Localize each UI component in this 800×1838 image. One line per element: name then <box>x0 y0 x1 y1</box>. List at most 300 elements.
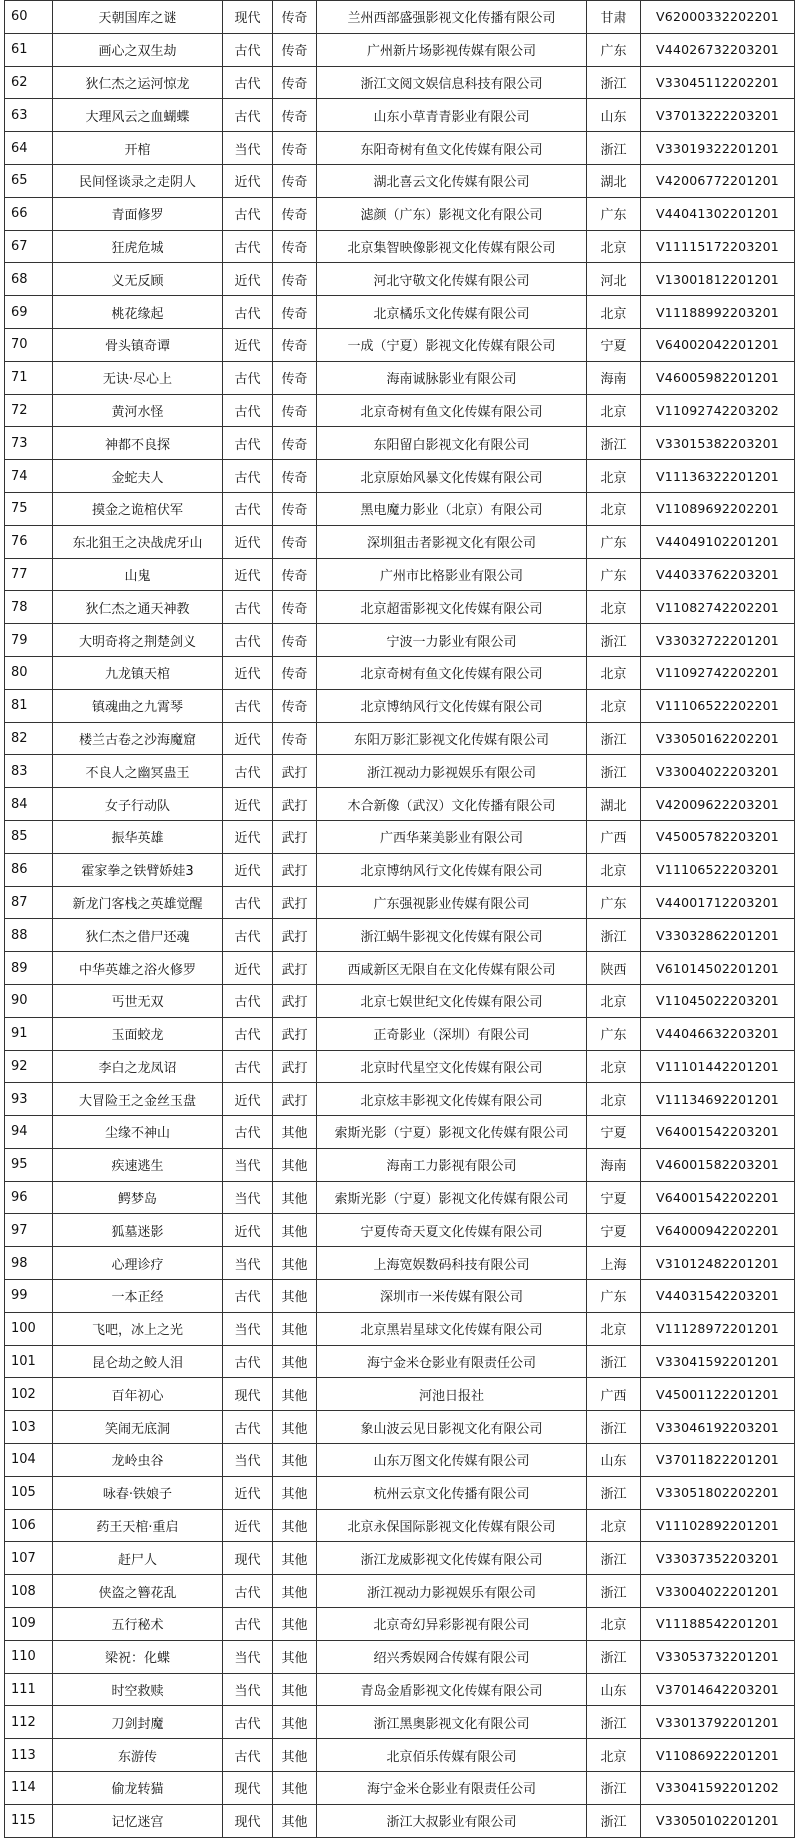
cell-row-number: 68 <box>5 263 53 296</box>
cell-era: 古代 <box>223 1706 273 1739</box>
cell-province: 海南 <box>587 1148 641 1181</box>
cell-title: 女子行动队 <box>53 788 223 821</box>
cell-genre: 其他 <box>273 1804 317 1837</box>
cell-company: 北京七娱世纪文化传媒有限公司 <box>317 984 587 1017</box>
cell-era: 古代 <box>223 66 273 99</box>
cell-registration-id: V11101442201201 <box>641 1050 795 1083</box>
cell-row-number: 104 <box>5 1444 53 1477</box>
cell-company: 浙江视动力影视娱乐有限公司 <box>317 755 587 788</box>
table-row <box>5 755 795 788</box>
table-row <box>5 952 795 985</box>
cell-era: 古代 <box>223 886 273 919</box>
cell-title: 玉面蛟龙 <box>53 1017 223 1050</box>
cell-title: 骨头镇奇谭 <box>53 328 223 361</box>
cell-company: 北京奇幻异彩影视有限公司 <box>317 1608 587 1641</box>
table-row <box>5 984 795 1017</box>
cell-row-number: 62 <box>5 66 53 99</box>
cell-genre: 武打 <box>273 1050 317 1083</box>
cell-genre: 传奇 <box>273 99 317 132</box>
cell-title: 青面修罗 <box>53 197 223 230</box>
cell-row-number: 113 <box>5 1739 53 1772</box>
table-row <box>5 427 795 460</box>
cell-genre: 其他 <box>273 1444 317 1477</box>
cell-row-number: 112 <box>5 1706 53 1739</box>
cell-genre: 武打 <box>273 984 317 1017</box>
cell-company: 湖北喜云文化传媒有限公司 <box>317 164 587 197</box>
cell-title: 开棺 <box>53 132 223 165</box>
cell-genre: 传奇 <box>273 689 317 722</box>
cell-province: 湖北 <box>587 164 641 197</box>
cell-company: 广州市比格影业有限公司 <box>317 558 587 591</box>
cell-era: 近代 <box>223 853 273 886</box>
cell-title: 天朝国库之谜 <box>53 1 223 34</box>
cell-genre: 传奇 <box>273 558 317 591</box>
cell-province: 广东 <box>587 1017 641 1050</box>
cell-province: 浙江 <box>587 919 641 952</box>
cell-row-number: 92 <box>5 1050 53 1083</box>
cell-company: 北京永保国际影视文化传媒有限公司 <box>317 1509 587 1542</box>
cell-title: 时空救赎 <box>53 1673 223 1706</box>
cell-province: 上海 <box>587 1247 641 1280</box>
cell-registration-id: V44041302201201 <box>641 197 795 230</box>
cell-era: 近代 <box>223 525 273 558</box>
cell-registration-id: V33050162202201 <box>641 722 795 755</box>
cell-row-number: 111 <box>5 1673 53 1706</box>
cell-company: 青岛金盾影视文化传媒有限公司 <box>317 1673 587 1706</box>
cell-row-number: 66 <box>5 197 53 230</box>
cell-title: 百年初心 <box>53 1378 223 1411</box>
cell-title: 刀剑封魔 <box>53 1706 223 1739</box>
cell-era: 古代 <box>223 1739 273 1772</box>
cell-row-number: 99 <box>5 1280 53 1313</box>
cell-registration-id: V33004022201201 <box>641 1575 795 1608</box>
cell-registration-id: V61014502201201 <box>641 952 795 985</box>
cell-genre: 传奇 <box>273 591 317 624</box>
cell-registration-id: V33041592201201 <box>641 1345 795 1378</box>
cell-title: 狐墓迷影 <box>53 1214 223 1247</box>
cell-row-number: 85 <box>5 820 53 853</box>
cell-province: 北京 <box>587 492 641 525</box>
cell-genre: 其他 <box>273 1181 317 1214</box>
table-row <box>5 1148 795 1181</box>
cell-registration-id: V13001812201201 <box>641 263 795 296</box>
cell-genre: 传奇 <box>273 492 317 525</box>
cell-registration-id: V11136322201201 <box>641 460 795 493</box>
table-row <box>5 788 795 821</box>
cell-company: 浙江视动力影视娱乐有限公司 <box>317 1575 587 1608</box>
cell-company: 北京原始风暴文化传媒有限公司 <box>317 460 587 493</box>
cell-company: 北京超雷影视文化传媒有限公司 <box>317 591 587 624</box>
cell-row-number: 100 <box>5 1312 53 1345</box>
cell-province: 浙江 <box>587 427 641 460</box>
cell-title: 李白之龙凤诏 <box>53 1050 223 1083</box>
cell-row-number: 70 <box>5 328 53 361</box>
table-row <box>5 1411 795 1444</box>
cell-era: 古代 <box>223 1345 273 1378</box>
cell-province: 陕西 <box>587 952 641 985</box>
cell-title: 五行秘术 <box>53 1608 223 1641</box>
table-row <box>5 656 795 689</box>
cell-province: 北京 <box>587 1739 641 1772</box>
cell-title: 民间怪谈录之走阴人 <box>53 164 223 197</box>
cell-era: 古代 <box>223 1050 273 1083</box>
cell-registration-id: V11082742202201 <box>641 591 795 624</box>
cell-era: 古代 <box>223 591 273 624</box>
cell-era: 古代 <box>223 197 273 230</box>
cell-province: 河北 <box>587 263 641 296</box>
cell-genre: 武打 <box>273 820 317 853</box>
cell-genre: 其他 <box>273 1673 317 1706</box>
table-row <box>5 328 795 361</box>
cell-province: 北京 <box>587 1608 641 1641</box>
cell-row-number: 61 <box>5 33 53 66</box>
cell-company: 浙江黑奥影视文化有限公司 <box>317 1706 587 1739</box>
cell-company: 北京佰乐传媒有限公司 <box>317 1739 587 1772</box>
cell-province: 北京 <box>587 1312 641 1345</box>
cell-row-number: 109 <box>5 1608 53 1641</box>
table-row <box>5 689 795 722</box>
cell-registration-id: V11092742203202 <box>641 394 795 427</box>
cell-genre: 其他 <box>273 1378 317 1411</box>
cell-province: 北京 <box>587 460 641 493</box>
cell-registration-id: V11188992203201 <box>641 296 795 329</box>
cell-era: 古代 <box>223 99 273 132</box>
cell-province: 浙江 <box>587 1804 641 1837</box>
table-row <box>5 263 795 296</box>
cell-genre: 武打 <box>273 755 317 788</box>
cell-registration-id: V45001122201201 <box>641 1378 795 1411</box>
cell-title: 不良人之幽冥蛊王 <box>53 755 223 788</box>
cell-registration-id: V11102892201201 <box>641 1509 795 1542</box>
cell-title: 笑闹无底洞 <box>53 1411 223 1444</box>
cell-registration-id: V33051802202201 <box>641 1476 795 1509</box>
cell-era: 当代 <box>223 1312 273 1345</box>
cell-province: 浙江 <box>587 1411 641 1444</box>
drama-registration-table <box>4 0 795 1838</box>
cell-genre: 其他 <box>273 1575 317 1608</box>
cell-province: 宁夏 <box>587 1116 641 1149</box>
cell-company: 山东万图文化传媒有限公司 <box>317 1444 587 1477</box>
cell-company: 浙江文阅文娱信息科技有限公司 <box>317 66 587 99</box>
cell-title: 中华英雄之浴火修罗 <box>53 952 223 985</box>
cell-row-number: 101 <box>5 1345 53 1378</box>
table-row <box>5 99 795 132</box>
cell-genre: 传奇 <box>273 361 317 394</box>
cell-province: 北京 <box>587 853 641 886</box>
cell-province: 浙江 <box>587 1476 641 1509</box>
cell-title: 东北狙王之决战虎牙山 <box>53 525 223 558</box>
cell-row-number: 69 <box>5 296 53 329</box>
table-row <box>5 1116 795 1149</box>
cell-company: 北京集智映像影视文化传媒有限公司 <box>317 230 587 263</box>
cell-company: 海宁金米仓影业有限责任公司 <box>317 1345 587 1378</box>
cell-company: 广东强视影业传媒有限公司 <box>317 886 587 919</box>
cell-company: 河北守敬文化传媒有限公司 <box>317 263 587 296</box>
cell-province: 北京 <box>587 591 641 624</box>
cell-era: 古代 <box>223 1116 273 1149</box>
cell-row-number: 88 <box>5 919 53 952</box>
cell-row-number: 64 <box>5 132 53 165</box>
cell-era: 现代 <box>223 1378 273 1411</box>
table-row <box>5 33 795 66</box>
cell-title: 偷龙转猫 <box>53 1772 223 1805</box>
cell-genre: 传奇 <box>273 132 317 165</box>
cell-row-number: 81 <box>5 689 53 722</box>
cell-genre: 武打 <box>273 919 317 952</box>
cell-era: 近代 <box>223 164 273 197</box>
cell-genre: 其他 <box>273 1640 317 1673</box>
cell-company: 东阳万影汇影视文化传媒有限公司 <box>317 722 587 755</box>
cell-company: 东阳奇树有鱼文化传媒有限公司 <box>317 132 587 165</box>
cell-genre: 传奇 <box>273 230 317 263</box>
cell-company: 浙江蜗牛影视文化传媒有限公司 <box>317 919 587 952</box>
cell-registration-id: V33032862201201 <box>641 919 795 952</box>
cell-registration-id: V45005782203201 <box>641 820 795 853</box>
cell-era: 古代 <box>223 1411 273 1444</box>
cell-era: 古代 <box>223 1280 273 1313</box>
cell-genre: 武打 <box>273 952 317 985</box>
cell-genre: 传奇 <box>273 460 317 493</box>
cell-company: 广西华莱美影业有限公司 <box>317 820 587 853</box>
cell-genre: 其他 <box>273 1280 317 1313</box>
cell-company: 北京橘乐文化传媒有限公司 <box>317 296 587 329</box>
cell-title: 一本正经 <box>53 1280 223 1313</box>
cell-title: 振华英雄 <box>53 820 223 853</box>
table-row <box>5 820 795 853</box>
cell-province: 广东 <box>587 558 641 591</box>
cell-registration-id: V46005982201201 <box>641 361 795 394</box>
cell-row-number: 110 <box>5 1640 53 1673</box>
cell-registration-id: V64002042201201 <box>641 328 795 361</box>
cell-genre: 传奇 <box>273 624 317 657</box>
cell-registration-id: V64001542203201 <box>641 1116 795 1149</box>
cell-row-number: 102 <box>5 1378 53 1411</box>
cell-company: 北京奇树有鱼文化传媒有限公司 <box>317 656 587 689</box>
cell-registration-id: V42009622203201 <box>641 788 795 821</box>
cell-province: 浙江 <box>587 1575 641 1608</box>
table-row <box>5 1476 795 1509</box>
table-row <box>5 1706 795 1739</box>
table-row <box>5 1378 795 1411</box>
cell-era: 古代 <box>223 296 273 329</box>
cell-era: 古代 <box>223 624 273 657</box>
table-row <box>5 132 795 165</box>
cell-title: 无诀·尽心上 <box>53 361 223 394</box>
cell-genre: 其他 <box>273 1247 317 1280</box>
cell-era: 古代 <box>223 984 273 1017</box>
cell-title: 尘缘不神山 <box>53 1116 223 1149</box>
cell-era: 古代 <box>223 492 273 525</box>
cell-province: 浙江 <box>587 1345 641 1378</box>
cell-registration-id: V37014642203201 <box>641 1673 795 1706</box>
cell-era: 近代 <box>223 722 273 755</box>
cell-genre: 传奇 <box>273 427 317 460</box>
cell-row-number: 95 <box>5 1148 53 1181</box>
cell-era: 近代 <box>223 952 273 985</box>
cell-province: 广东 <box>587 525 641 558</box>
cell-title: 梁祝：化蝶 <box>53 1640 223 1673</box>
cell-company: 滤颜（广东）影视文化有限公司 <box>317 197 587 230</box>
cell-era: 当代 <box>223 132 273 165</box>
cell-company: 广州新片场影视传媒有限公司 <box>317 33 587 66</box>
table-row <box>5 558 795 591</box>
cell-province: 浙江 <box>587 1640 641 1673</box>
cell-company: 索斯光影（宁夏）影视文化传媒有限公司 <box>317 1116 587 1149</box>
cell-era: 古代 <box>223 460 273 493</box>
cell-registration-id: V33037352203201 <box>641 1542 795 1575</box>
table-row <box>5 1444 795 1477</box>
cell-row-number: 94 <box>5 1116 53 1149</box>
cell-title: 记忆迷宫 <box>53 1804 223 1837</box>
cell-registration-id: V31012482201201 <box>641 1247 795 1280</box>
table-row <box>5 1017 795 1050</box>
cell-province: 浙江 <box>587 1772 641 1805</box>
cell-title: 神都不良探 <box>53 427 223 460</box>
cell-province: 湖北 <box>587 788 641 821</box>
cell-row-number: 79 <box>5 624 53 657</box>
cell-registration-id: V44049102201201 <box>641 525 795 558</box>
cell-province: 北京 <box>587 394 641 427</box>
table-row <box>5 886 795 919</box>
cell-genre: 其他 <box>273 1116 317 1149</box>
table-row <box>5 164 795 197</box>
cell-era: 近代 <box>223 788 273 821</box>
cell-era: 当代 <box>223 1148 273 1181</box>
cell-row-number: 97 <box>5 1214 53 1247</box>
cell-era: 古代 <box>223 1017 273 1050</box>
table-row <box>5 197 795 230</box>
table-row <box>5 230 795 263</box>
cell-province: 北京 <box>587 1083 641 1116</box>
cell-row-number: 74 <box>5 460 53 493</box>
cell-title: 狄仁杰之通天神教 <box>53 591 223 624</box>
cell-era: 近代 <box>223 1509 273 1542</box>
cell-title: 大明奇将之荆楚剑义 <box>53 624 223 657</box>
cell-era: 古代 <box>223 33 273 66</box>
cell-title: 赶尸人 <box>53 1542 223 1575</box>
cell-company: 象山波云见日影视文化有限公司 <box>317 1411 587 1444</box>
cell-row-number: 106 <box>5 1509 53 1542</box>
cell-row-number: 83 <box>5 755 53 788</box>
cell-genre: 武打 <box>273 788 317 821</box>
cell-genre: 传奇 <box>273 197 317 230</box>
cell-company: 索斯光影（宁夏）影视文化传媒有限公司 <box>317 1181 587 1214</box>
cell-registration-id: V11086922201201 <box>641 1739 795 1772</box>
cell-genre: 武打 <box>273 886 317 919</box>
cell-province: 浙江 <box>587 755 641 788</box>
cell-province: 北京 <box>587 230 641 263</box>
cell-genre: 其他 <box>273 1411 317 1444</box>
cell-registration-id: V33050102201201 <box>641 1804 795 1837</box>
cell-company: 东阳留白影视文化有限公司 <box>317 427 587 460</box>
table-row <box>5 1673 795 1706</box>
cell-province: 广东 <box>587 1280 641 1313</box>
table-row <box>5 460 795 493</box>
cell-province: 北京 <box>587 689 641 722</box>
table-row <box>5 1804 795 1837</box>
cell-title: 画心之双生劫 <box>53 33 223 66</box>
cell-era: 当代 <box>223 1247 273 1280</box>
cell-registration-id: V37013222203201 <box>641 99 795 132</box>
cell-registration-id: V44033762203201 <box>641 558 795 591</box>
cell-era: 现代 <box>223 1804 273 1837</box>
cell-province: 浙江 <box>587 132 641 165</box>
cell-genre: 武打 <box>273 853 317 886</box>
cell-company: 浙江大叔影业有限公司 <box>317 1804 587 1837</box>
cell-company: 北京黑岩星球文化传媒有限公司 <box>317 1312 587 1345</box>
cell-row-number: 73 <box>5 427 53 460</box>
cell-title: 狄仁杰之运河惊龙 <box>53 66 223 99</box>
cell-registration-id: V11106522202201 <box>641 689 795 722</box>
cell-era: 古代 <box>223 361 273 394</box>
cell-company: 上海宽娱数码科技有限公司 <box>317 1247 587 1280</box>
table-row <box>5 1542 795 1575</box>
cell-registration-id: V11089692202201 <box>641 492 795 525</box>
cell-row-number: 91 <box>5 1017 53 1050</box>
cell-genre: 其他 <box>273 1509 317 1542</box>
cell-genre: 其他 <box>273 1476 317 1509</box>
table-row <box>5 1739 795 1772</box>
cell-genre: 其他 <box>273 1312 317 1345</box>
cell-title: 鳄梦岛 <box>53 1181 223 1214</box>
cell-title: 大理风云之血蝴蝶 <box>53 99 223 132</box>
cell-row-number: 80 <box>5 656 53 689</box>
cell-company: 河池日报社 <box>317 1378 587 1411</box>
cell-era: 古代 <box>223 394 273 427</box>
table-row <box>5 722 795 755</box>
cell-company: 西咸新区无限自在文化传媒有限公司 <box>317 952 587 985</box>
cell-company: 海南工力影视有限公司 <box>317 1148 587 1181</box>
cell-title: 龙岭虫谷 <box>53 1444 223 1477</box>
cell-genre: 传奇 <box>273 296 317 329</box>
cell-company: 浙江龙威影视文化传媒有限公司 <box>317 1542 587 1575</box>
table-row <box>5 1640 795 1673</box>
cell-row-number: 76 <box>5 525 53 558</box>
cell-era: 近代 <box>223 1476 273 1509</box>
cell-province: 广东 <box>587 33 641 66</box>
cell-genre: 传奇 <box>273 263 317 296</box>
cell-era: 当代 <box>223 1673 273 1706</box>
cell-title: 昆仑劫之鲛人泪 <box>53 1345 223 1378</box>
cell-registration-id: V64000942202201 <box>641 1214 795 1247</box>
cell-company: 北京奇树有鱼文化传媒有限公司 <box>317 394 587 427</box>
cell-era: 古代 <box>223 755 273 788</box>
cell-row-number: 96 <box>5 1181 53 1214</box>
cell-company: 一成（宁夏）影视文化传媒有限公司 <box>317 328 587 361</box>
cell-row-number: 65 <box>5 164 53 197</box>
cell-row-number: 107 <box>5 1542 53 1575</box>
cell-company: 北京时代星空文化传媒有限公司 <box>317 1050 587 1083</box>
cell-title: 狂虎危城 <box>53 230 223 263</box>
cell-genre: 其他 <box>273 1706 317 1739</box>
cell-title: 狄仁杰之借尸还魂 <box>53 919 223 952</box>
cell-title: 摸金之诡棺伏军 <box>53 492 223 525</box>
cell-era: 古代 <box>223 427 273 460</box>
table-row <box>5 525 795 558</box>
cell-province: 广东 <box>587 886 641 919</box>
cell-row-number: 71 <box>5 361 53 394</box>
cell-registration-id: V11092742202201 <box>641 656 795 689</box>
cell-row-number: 72 <box>5 394 53 427</box>
cell-genre: 传奇 <box>273 33 317 66</box>
cell-era: 近代 <box>223 263 273 296</box>
cell-row-number: 63 <box>5 99 53 132</box>
cell-era: 近代 <box>223 1083 273 1116</box>
table-row <box>5 296 795 329</box>
cell-province: 北京 <box>587 656 641 689</box>
cell-row-number: 89 <box>5 952 53 985</box>
table-row <box>5 591 795 624</box>
